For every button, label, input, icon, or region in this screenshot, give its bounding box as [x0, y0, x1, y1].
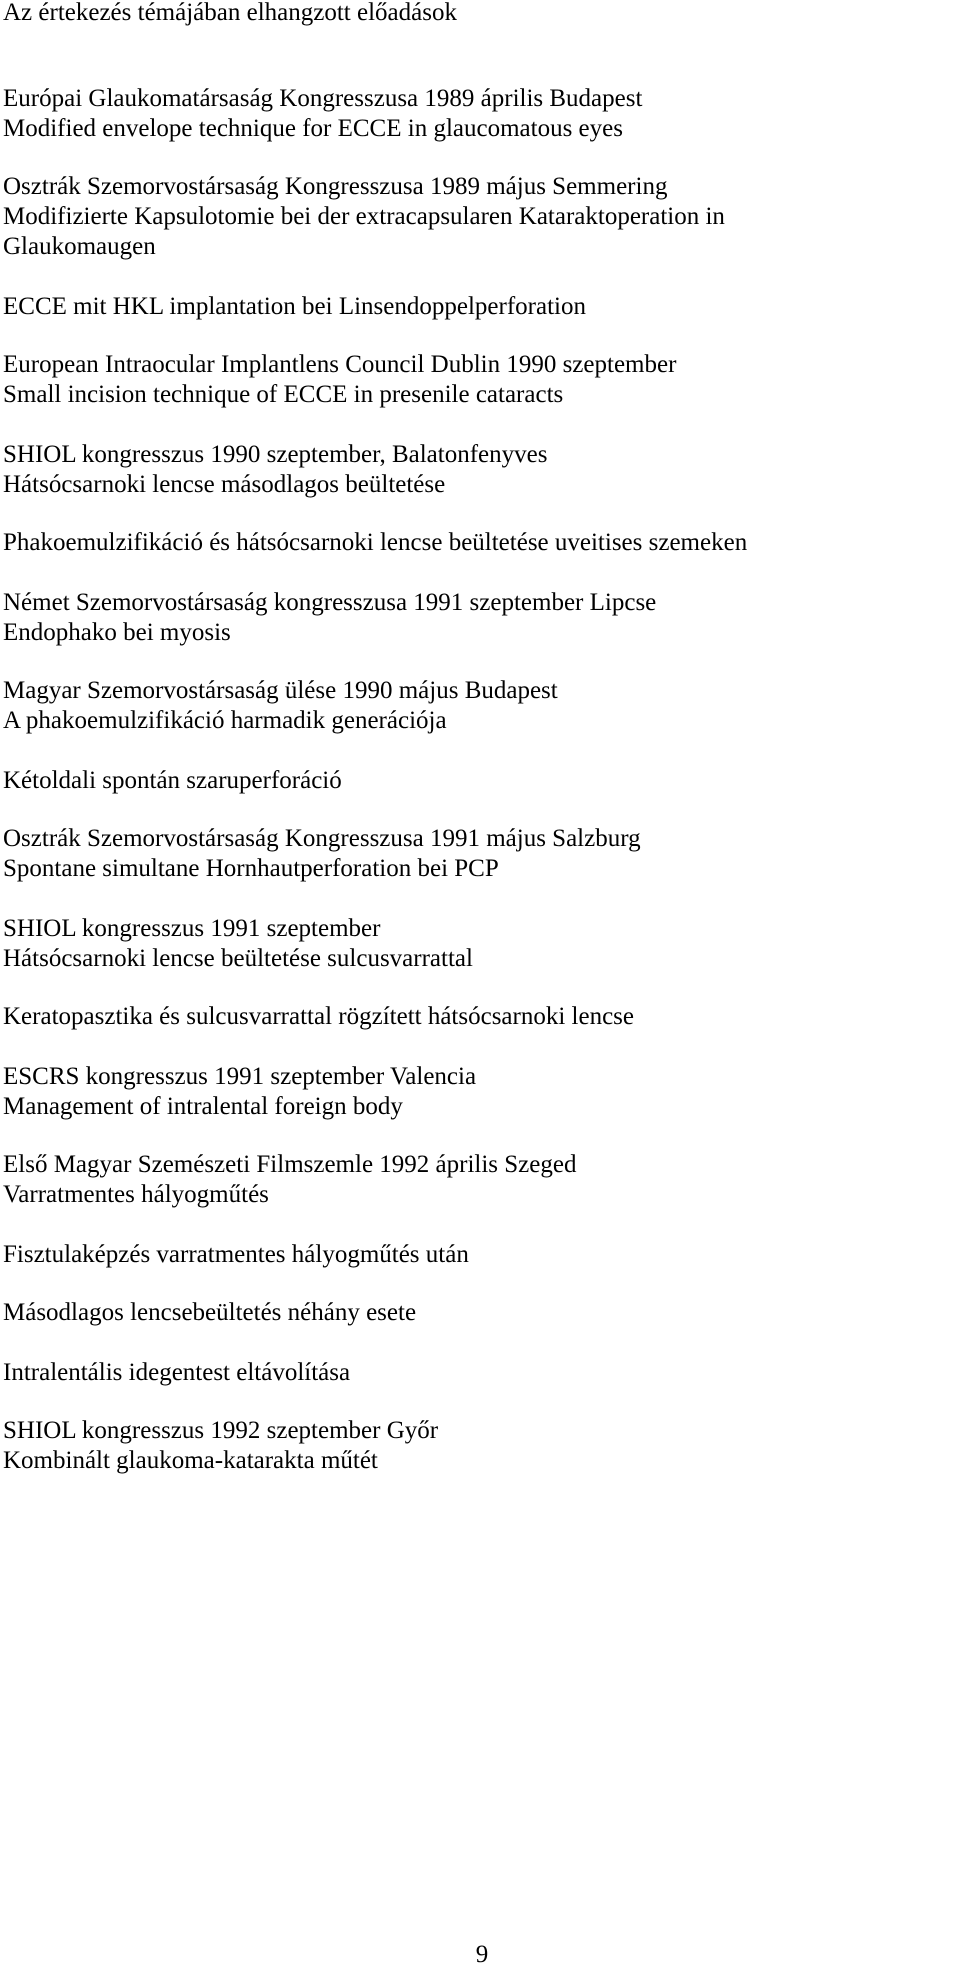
entry-7-line-1: Német Szemorvostársaság kongresszusa 1991 szeptember Lipcse — [3, 589, 657, 616]
entry-5-line-2: Hátsócsarnoki lencse másodlagos beültetése — [3, 471, 446, 498]
entry-17-line-1: Intralentális idegentest eltávolítása — [3, 1359, 351, 1386]
entry-18-line-2: Kombinált glaukoma-katarakta műtét — [3, 1447, 378, 1474]
page-heading: Az értekezés témájában elhangzott előadások — [3, 0, 457, 26]
entry-2-line-1: Osztrák Szemorvostársaság Kongresszusa 1989 május Semmering — [3, 173, 668, 200]
entry-6-line-1: Phakoemulzifikáció és hátsócsarnoki lencse beültetése uveitises szemeken — [3, 529, 748, 556]
entry-1-line-2: Modified envelope technique for ECCE in glaucomatous eyes — [3, 115, 623, 142]
entry-4-line-2: Small incision technique of ECCE in presenile cataracts — [3, 381, 564, 408]
entry-4-line-1: European Intraocular Implantlens Council Dublin 1990 szeptember — [3, 351, 677, 378]
entry-11-line-1: SHIOL kongresszus 1991 szeptember — [3, 915, 381, 942]
entry-10-line-1: Osztrák Szemorvostársaság Kongresszusa 1991 május Salzburg — [3, 825, 641, 852]
entry-1-line-1: Európai Glaukomatársaság Kongresszusa 1989 április Budapest — [3, 85, 643, 112]
entry-12-line-1: Keratopasztika és sulcusvarrattal rögzített hátsócsarnoki lencse — [3, 1003, 635, 1030]
entry-15-line-1: Fisztulaképzés varratmentes hályogműtés után — [3, 1241, 469, 1268]
entry-14-line-2: Varratmentes hályogműtés — [3, 1181, 269, 1208]
entry-5-line-1: SHIOL kongresszus 1990 szeptember, Balatonfenyves — [3, 441, 548, 468]
entry-8-line-1: Magyar Szemorvostársaság ülése 1990 május Budapest — [3, 677, 558, 704]
entry-18-line-1: SHIOL kongresszus 1992 szeptember Győr — [3, 1417, 439, 1444]
page-number: 9 — [475, 1941, 489, 1968]
entry-14-line-1: Első Magyar Szemészeti Filmszemle 1992 április Szeged — [3, 1151, 577, 1178]
entry-7-line-2: Endophako bei myosis — [3, 619, 231, 646]
entry-3-line-1: ECCE mit HKL implantation bei Linsendoppelperforation — [3, 293, 586, 320]
entry-16-line-1: Másodlagos lencsebeültetés néhány esete — [3, 1299, 417, 1326]
entry-2-line-2: Modifizierte Kapsulotomie bei der extracapsularen Kataraktoperation in — [3, 203, 725, 230]
entry-13-line-2: Management of intralental foreign body — [3, 1093, 403, 1120]
entry-9-line-1: Kétoldali spontán szaruperforáció — [3, 767, 342, 794]
entry-10-line-2: Spontane simultane Hornhautperforation bei PCP — [3, 855, 499, 882]
entry-8-line-2: A phakoemulzifikáció harmadik generációja — [3, 707, 447, 734]
entry-2-line-3: Glaukomaugen — [3, 233, 156, 260]
entry-13-line-1: ESCRS kongresszus 1991 szeptember Valencia — [3, 1063, 477, 1090]
entry-11-line-2: Hátsócsarnoki lencse beültetése sulcusvarrattal — [3, 945, 473, 972]
